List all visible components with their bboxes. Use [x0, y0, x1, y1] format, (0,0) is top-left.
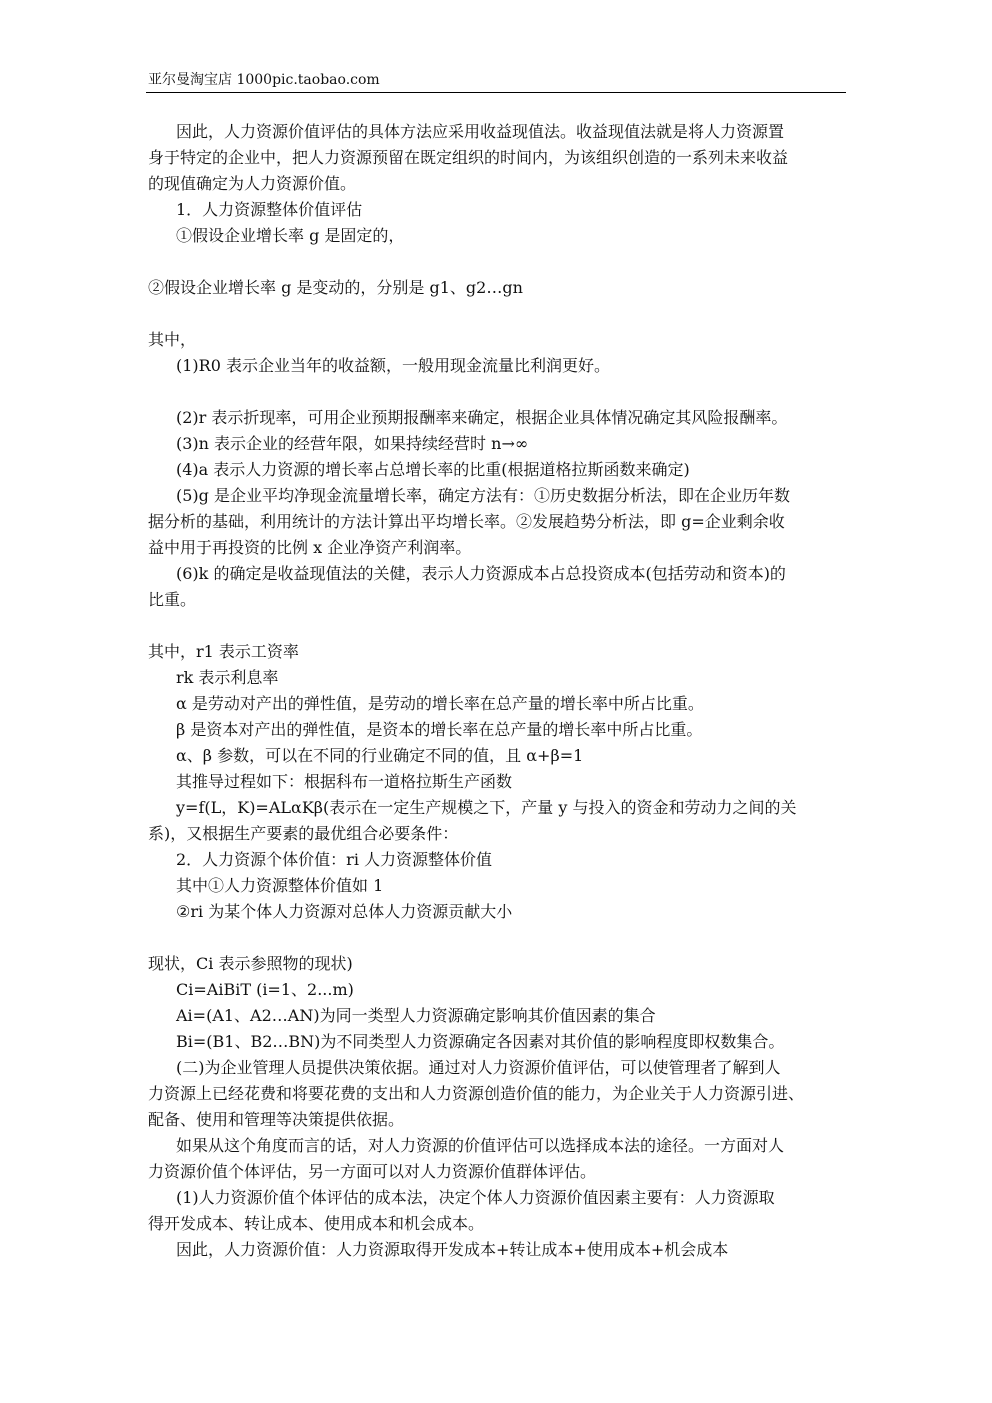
blank-line	[148, 301, 848, 327]
header-divider	[146, 92, 846, 93]
text-line: (2)r 表示折现率，可用企业预期报酬率来确定，根据企业具体情况确定其风险报酬率。	[176, 408, 788, 427]
text-line: 1．人力资源整体价值评估	[176, 200, 363, 219]
text-line: 其中，r1 表示工资率	[148, 642, 299, 661]
blank-line	[148, 249, 848, 275]
text-line: (1)R0 表示企业当年的收益额，一般用现金流量比利润更好。	[176, 356, 610, 375]
text-line: Bi=(B1、B2…BN)为不同类型人力资源确定各因素对其价值的影响程度即权数集合。	[176, 1032, 785, 1051]
text-line: 现状，Ci 表示参照物的现状)	[148, 954, 353, 973]
page-header: 亚尔曼淘宝店 1000pic.taobao.com	[148, 72, 380, 88]
text-line: ②假设企业增长率 g 是变动的，分别是 g1、g2…gn	[148, 278, 523, 297]
text-line: 力资源上已经花费和将要花费的支出和人力资源创造价值的能力，为企业关于人力资源引进、	[148, 1084, 805, 1103]
text-line: 如果从这个角度而言的话，对人力资源的价值评估可以选择成本法的途径。一方面对人	[176, 1136, 785, 1155]
text-line: (5)g 是企业平均净现金流量增长率，确定方法有：①历史数据分析法，即在企业历年数	[176, 486, 790, 505]
text-line: 其中，	[148, 330, 197, 349]
blank-line	[148, 379, 848, 405]
text-line: (6)k 的确定是收益现值法的关健，表示人力资源成本占总投资成本(包括劳动和资本)的	[176, 564, 786, 583]
text-line: 得开发成本、转让成本、使用成本和机会成本。	[148, 1214, 485, 1233]
text-line: 益中用于再投资的比例 x 企业净资产利润率。	[148, 538, 472, 557]
text-line: (二)为企业管理人员提供决策依据。通过对人力资源价值评估，可以使管理者了解到人	[176, 1058, 781, 1077]
text-line: ①假设企业增长率 g 是固定的，	[176, 226, 405, 245]
text-line: rk 表示利息率	[176, 668, 279, 687]
text-line: 比重。	[148, 590, 197, 609]
text-line: 身于特定的企业中，把人力资源预留在既定组织的时间内，为该组织创造的一系列未来收益	[148, 148, 789, 167]
text-line: 据分析的基础，利用统计的方法计算出平均增长率。②发展趋势分析法，即 g=企业剩余收	[148, 512, 785, 531]
text-line: y=f(L，K)=ALαKβ(表示在一定生产规模之下，产量 y 与投入的资金和劳动力之间的关	[176, 798, 797, 817]
text-line: Ai=(A1、A2…AN)为同一类型人力资源确定影响其价值因素的集合	[176, 1006, 656, 1025]
blank-line	[148, 613, 848, 639]
text-line: ②ri 为某个体人力资源对总体人力资源贡献大小	[176, 902, 513, 921]
text-line: 因此，人力资源价值评估的具体方法应采用收益现值法。收益现值法就是将人力资源置	[176, 122, 785, 141]
text-line: 力资源价值个体评估，另一方面可以对人力资源价值群体评估。	[148, 1162, 597, 1181]
document-body	[148, 119, 848, 1263]
text-line: Ci=AiBiT (i=1、2...m)	[176, 980, 354, 999]
text-line: 配备、使用和管理等决策提供依据。	[148, 1110, 405, 1129]
text-line: α 是劳动对产出的弹性值，是劳动的增长率在总产量的增长率中所占比重。	[176, 694, 704, 713]
text-line: 因此，人力资源价值：人力资源取得开发成本+转让成本+使用成本+机会成本	[176, 1240, 729, 1259]
text-line: 其推导过程如下：根据科布一道格拉斯生产函数	[176, 772, 513, 791]
text-line: 系)，又根据生产要素的最优组合必要条件：	[148, 824, 459, 843]
text-line: 其中①人力资源整体价值如 1	[176, 876, 384, 895]
text-line: (1)人力资源价值个体评估的成本法，决定个体人力资源价值因素主要有：人力资源取	[176, 1188, 775, 1207]
text-line: 2．人力资源个体价值：ri 人力资源整体价值	[176, 850, 493, 869]
text-line: β 是资本对产出的弹性值，是资本的增长率在总产量的增长率中所占比重。	[176, 720, 703, 739]
text-line: α、β 参数，可以在不同的行业确定不同的值，且 α+β=1	[176, 746, 584, 765]
text-line: (3)n 表示企业的经营年限，如果持续经营时 n→∞	[176, 434, 529, 453]
text-line: 的现值确定为人力资源价值。	[148, 174, 357, 193]
blank-line	[148, 925, 848, 951]
text-line: (4)a 表示人力资源的增长率占总增长率的比重(根据道格拉斯函数来确定)	[176, 460, 690, 479]
